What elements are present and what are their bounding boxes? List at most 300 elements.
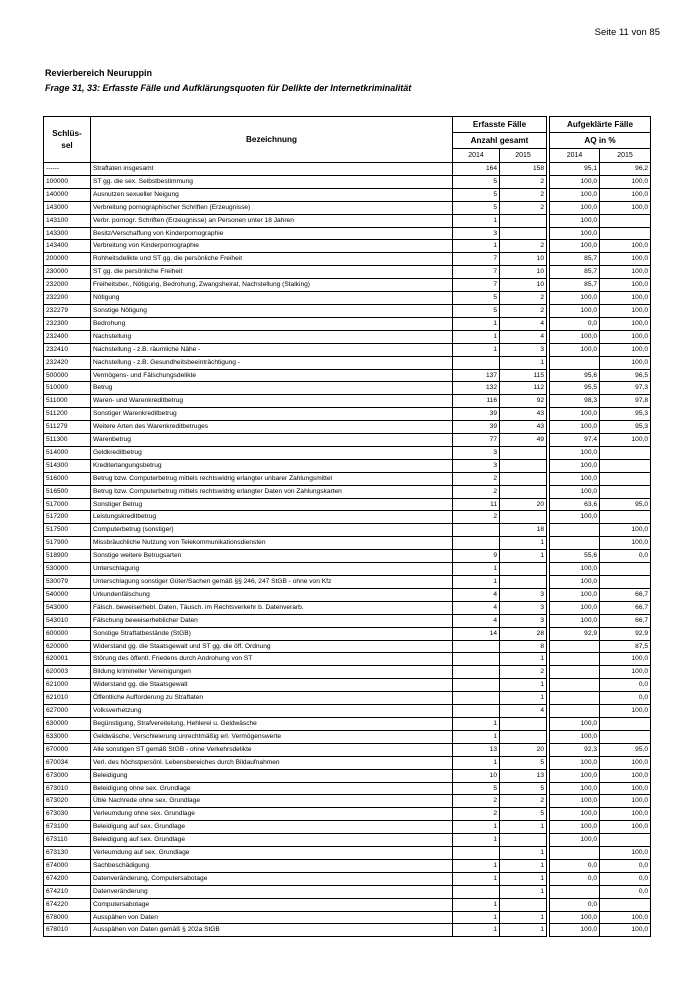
table-row — [44, 330, 651, 343]
row-key: 143300 — [44, 227, 91, 240]
row-name: Datenveränderung — [91, 885, 453, 898]
cases-2015: 1 — [500, 550, 547, 563]
rate-2015: 100,0 — [600, 292, 651, 305]
header-key: Schlüs- sel — [44, 117, 91, 163]
table-row — [44, 588, 651, 601]
table-row — [44, 537, 651, 550]
cases-2014 — [453, 847, 500, 860]
row-key: 673130 — [44, 847, 91, 860]
row-key: 540000 — [44, 588, 91, 601]
row-name: Sonstige weitere Betrugsarten — [91, 550, 453, 563]
row-key: 621000 — [44, 679, 91, 692]
table-row — [44, 614, 651, 627]
header-count-total: Anzahl gesamt — [453, 133, 547, 149]
cases-2014: 2 — [453, 808, 500, 821]
rate-2014: 100,0 — [550, 563, 600, 576]
rate-2015: 66,7 — [600, 601, 651, 614]
rate-2014 — [550, 705, 600, 718]
cases-2015: 3 — [500, 614, 547, 627]
rate-2015: 0,0 — [600, 692, 651, 705]
rate-2015: 100,0 — [600, 924, 651, 937]
row-key: 673030 — [44, 808, 91, 821]
row-key: 230000 — [44, 266, 91, 279]
table-row — [44, 511, 651, 524]
cases-2014: 39 — [453, 408, 500, 421]
cases-2015: 20 — [500, 498, 547, 511]
rate-2015: 100,0 — [600, 821, 651, 834]
cases-2015: 1 — [500, 847, 547, 860]
cases-2015: 1 — [500, 859, 547, 872]
cases-2014 — [453, 679, 500, 692]
cases-2014: 5 — [453, 304, 500, 317]
cases-2015 — [500, 214, 547, 227]
row-name: Fälsch. beweiserhebl. Daten, Täusch. im Rechtsverkehr b. Datenverarb. — [91, 601, 453, 614]
table-row — [44, 808, 651, 821]
row-key: 674000 — [44, 859, 91, 872]
row-key: 673110 — [44, 834, 91, 847]
rate-2014: 100,0 — [550, 472, 600, 485]
rate-2015: 100,0 — [600, 756, 651, 769]
rate-2015: 100,0 — [600, 317, 651, 330]
cases-2014 — [453, 666, 500, 679]
cases-2014: 137 — [453, 369, 500, 382]
cases-2014: 5 — [453, 175, 500, 188]
cases-2014: 5 — [453, 292, 500, 305]
table-row — [44, 730, 651, 743]
row-name: Nötigung — [91, 292, 453, 305]
row-key: 674220 — [44, 898, 91, 911]
row-name: Geldwäsche, Verschleierung unrechtmäßig erl. Vermögenswerte — [91, 730, 453, 743]
rate-2015: 97,8 — [600, 395, 651, 408]
table-row — [44, 459, 651, 472]
cases-2014: 2 — [453, 472, 500, 485]
table-row — [44, 227, 651, 240]
cases-2015: 43 — [500, 421, 547, 434]
row-key: 511279 — [44, 421, 91, 434]
report-subtitle: Frage 31, 33: Erfasste Fälle und Aufklärungsquoten für Delikte der Internetkriminalität — [45, 83, 412, 93]
cases-2014: 1 — [453, 924, 500, 937]
table-row — [44, 266, 651, 279]
rate-2015: 100,0 — [600, 537, 651, 550]
cases-2015: 3 — [500, 343, 547, 356]
row-name: Urkundenfälschung — [91, 588, 453, 601]
region-title: Revierbereich Neuruppin — [45, 68, 153, 78]
table-row — [44, 317, 651, 330]
row-name: Geldkreditbetrug — [91, 446, 453, 459]
rate-2014 — [550, 653, 600, 666]
cases-2015: 5 — [500, 808, 547, 821]
row-name: Nachstellung - z.B. Gesundheitsbeeinträchtigung - — [91, 356, 453, 369]
cases-2015: 2 — [500, 292, 547, 305]
cases-2014: 3 — [453, 227, 500, 240]
row-key: 232420 — [44, 356, 91, 369]
rate-2014 — [550, 692, 600, 705]
row-key: 143400 — [44, 240, 91, 253]
cases-2015: 1 — [500, 537, 547, 550]
table-row — [44, 304, 651, 317]
row-name: Bildung krimineller Vereinigungen — [91, 666, 453, 679]
cases-2014: 1 — [453, 214, 500, 227]
row-name: Krediterlangungsbetrug — [91, 459, 453, 472]
cases-2015: 18 — [500, 524, 547, 537]
cases-2015: 3 — [500, 601, 547, 614]
table-row — [44, 485, 651, 498]
page-number: Seite 11 von 85 — [594, 27, 660, 38]
rate-2015 — [600, 563, 651, 576]
cases-2014: 1 — [453, 563, 500, 576]
rate-2015: 0,0 — [600, 885, 651, 898]
rate-2015: 100,0 — [600, 524, 651, 537]
cases-2015 — [500, 485, 547, 498]
row-name: Warenbetrug — [91, 434, 453, 447]
cases-2015: 10 — [500, 253, 547, 266]
table-row — [44, 163, 651, 176]
rate-2014: 63,6 — [550, 498, 600, 511]
cases-2014 — [453, 705, 500, 718]
row-key: 620003 — [44, 666, 91, 679]
cases-2015: 2 — [500, 201, 547, 214]
cases-2015: 1 — [500, 692, 547, 705]
rate-2015: 100,0 — [600, 304, 651, 317]
cases-2014: 1 — [453, 576, 500, 589]
table-row — [44, 550, 651, 563]
row-name: Sonstiger Warenkreditbetrug — [91, 408, 453, 421]
crime-statistics-table — [43, 116, 651, 937]
row-name: Nachstellung - z.B. räumliche Nähe - — [91, 343, 453, 356]
cases-2015: 2 — [500, 795, 547, 808]
table-row — [44, 214, 651, 227]
header-year-2014: 2014 — [550, 149, 600, 163]
rate-2014: 100,0 — [550, 834, 600, 847]
table-row — [44, 434, 651, 447]
table-row — [44, 911, 651, 924]
cases-2014: 1 — [453, 872, 500, 885]
rate-2015: 0,0 — [600, 859, 651, 872]
row-name: Ausspähen von Daten — [91, 911, 453, 924]
cases-2014: 14 — [453, 627, 500, 640]
cases-2014: 1 — [453, 898, 500, 911]
row-name: Sonstige Nötigung — [91, 304, 453, 317]
row-name: Verbreitung von Kinderpornographie — [91, 240, 453, 253]
cases-2015: 158 — [500, 163, 547, 176]
table-row — [44, 563, 651, 576]
rate-2015: 100,0 — [600, 782, 651, 795]
rate-2014: 85,7 — [550, 279, 600, 292]
table-row — [44, 343, 651, 356]
row-key: 517900 — [44, 537, 91, 550]
cases-2014: 5 — [453, 188, 500, 201]
row-name: Sonstige Straftatbestände (StGB) — [91, 627, 453, 640]
cases-2014: 3 — [453, 459, 500, 472]
header-year-2015: 2015 — [500, 149, 547, 163]
rate-2015: 0,0 — [600, 872, 651, 885]
cases-2015 — [500, 446, 547, 459]
rate-2015: 97,3 — [600, 382, 651, 395]
cases-2015 — [500, 576, 547, 589]
table-row — [44, 885, 651, 898]
row-name: Beleidigung auf sex. Grundlage — [91, 834, 453, 847]
rate-2015: 96,5 — [600, 369, 651, 382]
row-name: Begünstigung, Strafvereitelung, Hehlerei u. Geldwäsche — [91, 717, 453, 730]
cases-2014: 11 — [453, 498, 500, 511]
table-row — [44, 898, 651, 911]
cases-2015 — [500, 459, 547, 472]
row-key: 543000 — [44, 601, 91, 614]
cases-2014: 4 — [453, 601, 500, 614]
table-body — [44, 163, 651, 937]
row-name: Bedrohung — [91, 317, 453, 330]
row-key: 620000 — [44, 640, 91, 653]
rate-2015: 100,0 — [600, 808, 651, 821]
rate-2015 — [600, 511, 651, 524]
table-row — [44, 408, 651, 421]
cases-2014: 3 — [453, 446, 500, 459]
table-row — [44, 679, 651, 692]
row-key: 500000 — [44, 369, 91, 382]
cases-2015: 13 — [500, 769, 547, 782]
cases-2014: 9 — [453, 550, 500, 563]
rate-2014: 100,0 — [550, 769, 600, 782]
table-row — [44, 498, 651, 511]
row-name: Störung des öffentl. Friedens durch Androhung von ST — [91, 653, 453, 666]
cases-2014: 5 — [453, 782, 500, 795]
cases-2014: 1 — [453, 859, 500, 872]
rate-2015 — [600, 717, 651, 730]
rate-2015 — [600, 446, 651, 459]
header-name: Bezeichnung — [91, 117, 453, 163]
cases-2014 — [453, 524, 500, 537]
table-row — [44, 576, 651, 589]
rate-2014: 100,0 — [550, 601, 600, 614]
row-name: Alle sonstigen ST gemäß StGB - ohne Verkehrsdelikte — [91, 743, 453, 756]
rate-2015: 95,3 — [600, 421, 651, 434]
row-name: ST gg. die persönliche Freiheit — [91, 266, 453, 279]
row-key: 511300 — [44, 434, 91, 447]
rate-2014: 92,9 — [550, 627, 600, 640]
rate-2014: 100,0 — [550, 588, 600, 601]
row-name: Rohheitsdelikte und ST gg. die persönliche Freiheit — [91, 253, 453, 266]
cases-2015: 1 — [500, 356, 547, 369]
cases-2014: 1 — [453, 730, 500, 743]
rate-2014: 100,0 — [550, 201, 600, 214]
table-row — [44, 795, 651, 808]
row-key: 621010 — [44, 692, 91, 705]
row-key: 517200 — [44, 511, 91, 524]
cases-2015: 49 — [500, 434, 547, 447]
rate-2014: 85,7 — [550, 253, 600, 266]
rate-2015: 100,0 — [600, 343, 651, 356]
rate-2014 — [550, 847, 600, 860]
rate-2014: 100,0 — [550, 821, 600, 834]
row-name: Unterschlagung sonstiger Güter/Sachen gemäß §§ 246, 247 StGB - ohne von Kfz — [91, 576, 453, 589]
rate-2015: 66,7 — [600, 588, 651, 601]
table-row — [44, 292, 651, 305]
cases-2015: 1 — [500, 885, 547, 898]
rate-2015: 100,0 — [600, 666, 651, 679]
row-name: Verleumdung auf sex. Grundlage — [91, 847, 453, 860]
row-name: Weitere Arten des Warenkreditbetruges — [91, 421, 453, 434]
cases-2014: 2 — [453, 511, 500, 524]
cases-2014: 1 — [453, 343, 500, 356]
table-row — [44, 743, 651, 756]
cases-2015 — [500, 898, 547, 911]
rate-2014: 100,0 — [550, 240, 600, 253]
rate-2015: 92,9 — [600, 627, 651, 640]
table-row — [44, 446, 651, 459]
cases-2014: 1 — [453, 240, 500, 253]
rate-2015 — [600, 485, 651, 498]
rate-2014: 100,0 — [550, 292, 600, 305]
rate-2014: 100,0 — [550, 730, 600, 743]
table-row — [44, 601, 651, 614]
rate-2014: 100,0 — [550, 717, 600, 730]
cases-2014: 7 — [453, 253, 500, 266]
row-name: Verbr. pornogr. Schriften (Erzeugnisse) an Personen unter 18 Jahren — [91, 214, 453, 227]
row-key: 627000 — [44, 705, 91, 718]
row-key: 674210 — [44, 885, 91, 898]
rate-2014: 85,7 — [550, 266, 600, 279]
table-row — [44, 472, 651, 485]
table-row — [44, 240, 651, 253]
rate-2014: 100,0 — [550, 576, 600, 589]
row-name: Waren- und Warenkreditbetrug — [91, 395, 453, 408]
cases-2015: 115 — [500, 369, 547, 382]
row-key: 514300 — [44, 459, 91, 472]
cases-2014: 4 — [453, 614, 500, 627]
row-name: Nachstellung — [91, 330, 453, 343]
rate-2014: 92,3 — [550, 743, 600, 756]
cases-2014: 1 — [453, 834, 500, 847]
cases-2015: 2 — [500, 175, 547, 188]
row-key: 232279 — [44, 304, 91, 317]
cases-2014: 4 — [453, 588, 500, 601]
row-name: Öffentliche Aufforderung zu Straftaten — [91, 692, 453, 705]
cases-2015: 5 — [500, 756, 547, 769]
rate-2014 — [550, 356, 600, 369]
table-row — [44, 627, 651, 640]
table-row — [44, 821, 651, 834]
rate-2015: 0,0 — [600, 550, 651, 563]
table-row — [44, 175, 651, 188]
row-key: 516000 — [44, 472, 91, 485]
cases-2014: 1 — [453, 317, 500, 330]
row-name: Beleidigung ohne sex. Grundlage — [91, 782, 453, 795]
table-row — [44, 705, 651, 718]
cases-2014 — [453, 692, 500, 705]
row-name: Missbräuchliche Nutzung von Telekommunikationsdiensten — [91, 537, 453, 550]
table-row — [44, 369, 651, 382]
rate-2015: 100,0 — [600, 705, 651, 718]
table-row — [44, 279, 651, 292]
row-key: 517500 — [44, 524, 91, 537]
cases-2015: 43 — [500, 408, 547, 421]
cases-2014: 39 — [453, 421, 500, 434]
cases-2015: 2 — [500, 666, 547, 679]
rate-2014: 100,0 — [550, 511, 600, 524]
cases-2014: 2 — [453, 485, 500, 498]
rate-2015: 100,0 — [600, 188, 651, 201]
row-name: Datenveränderung, Computersabotage — [91, 872, 453, 885]
row-name: Ausspähen von Daten gemäß § 202a StGB — [91, 924, 453, 937]
rate-2015 — [600, 834, 651, 847]
cases-2015: 4 — [500, 330, 547, 343]
cases-2015: 4 — [500, 705, 547, 718]
row-key: 516500 — [44, 485, 91, 498]
row-name: Betrug bzw. Computerbetrug mittels rechtswidrig erlangter Daten von Zahlungskarten — [91, 485, 453, 498]
rate-2014: 100,0 — [550, 459, 600, 472]
row-name: Vermögens- und Fälschungsdelikte — [91, 369, 453, 382]
row-name: Besitz/Verschaffung von Kinderpornographie — [91, 227, 453, 240]
cases-2015 — [500, 472, 547, 485]
row-name: Beleidigung auf sex. Grundlage — [91, 821, 453, 834]
rate-2014: 0,0 — [550, 898, 600, 911]
rate-2015 — [600, 227, 651, 240]
rate-2014: 100,0 — [550, 304, 600, 317]
table-row — [44, 395, 651, 408]
rate-2014 — [550, 679, 600, 692]
table-row — [44, 356, 651, 369]
rate-2014: 100,0 — [550, 175, 600, 188]
rate-2015: 100,0 — [600, 434, 651, 447]
cases-2015: 3 — [500, 588, 547, 601]
cases-2015: 8 — [500, 640, 547, 653]
row-name: Betrug — [91, 382, 453, 395]
row-key: 232300 — [44, 317, 91, 330]
cases-2014 — [453, 885, 500, 898]
rate-2015: 96,2 — [600, 163, 651, 176]
row-name: Leistungskreditbetrug — [91, 511, 453, 524]
rate-2015: 100,0 — [600, 356, 651, 369]
rate-2014: 100,0 — [550, 421, 600, 434]
row-key: 143000 — [44, 201, 91, 214]
row-key: 543010 — [44, 614, 91, 627]
cases-2014: 132 — [453, 382, 500, 395]
row-name: Verbreitung pornographischer Schriften (Erzeugnisse) — [91, 201, 453, 214]
row-name: Straftaten insgesamt — [91, 163, 453, 176]
row-key: 530000 — [44, 563, 91, 576]
row-name: Widerstand gg. die Staatsgewalt und ST gg. die öff. Ordnung — [91, 640, 453, 653]
table-row — [44, 666, 651, 679]
rate-2014 — [550, 537, 600, 550]
cases-2015 — [500, 730, 547, 743]
row-name: Volksverhetzung — [91, 705, 453, 718]
header-year-2014: 2014 — [453, 149, 500, 163]
table-row — [44, 834, 651, 847]
rate-2015: 95,0 — [600, 743, 651, 756]
rate-2015 — [600, 576, 651, 589]
row-name: Sonstiger Betrug — [91, 498, 453, 511]
cases-2015: 5 — [500, 782, 547, 795]
row-key: 511000 — [44, 395, 91, 408]
cases-2015: 1 — [500, 821, 547, 834]
table-row — [44, 769, 651, 782]
row-key: 140000 — [44, 188, 91, 201]
cases-2014: 5 — [453, 201, 500, 214]
rate-2015: 100,0 — [600, 911, 651, 924]
cases-2014: 116 — [453, 395, 500, 408]
row-key: 232000 — [44, 279, 91, 292]
rate-2015: 100,0 — [600, 330, 651, 343]
table-row — [44, 253, 651, 266]
rate-2015: 100,0 — [600, 240, 651, 253]
cases-2015 — [500, 834, 547, 847]
rate-2014: 95,6 — [550, 369, 600, 382]
rate-2014: 95,5 — [550, 382, 600, 395]
row-name: Verl. des höchstpersönl. Lebensbereiches durch Bildaufnahmen — [91, 756, 453, 769]
row-key: 674200 — [44, 872, 91, 885]
row-name: ST gg. die sex. Selbstbestimmung — [91, 175, 453, 188]
rate-2014: 100,0 — [550, 614, 600, 627]
